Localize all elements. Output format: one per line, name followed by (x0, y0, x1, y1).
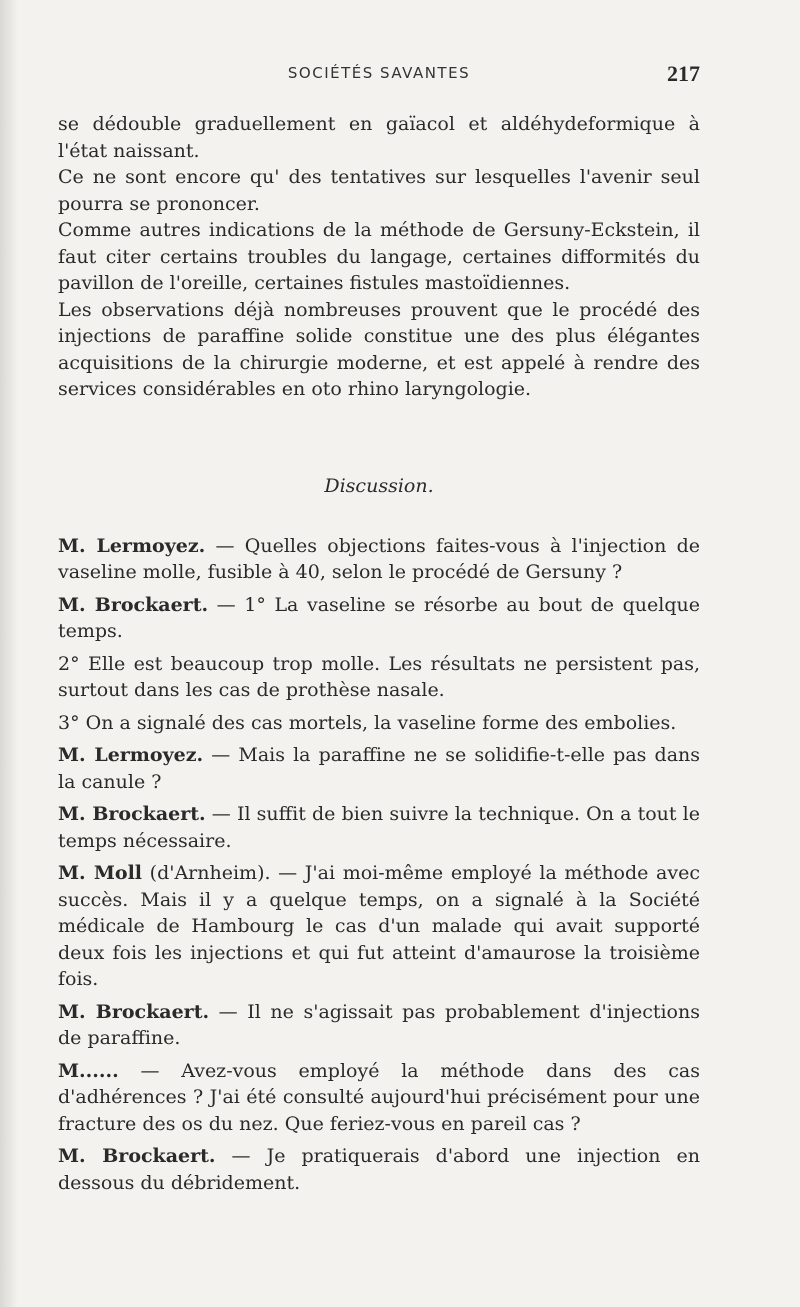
entry-text: (d'Arnheim). — J'ai moi-même employé la méthode avec succès. Mais il y a quelque temps, on a signalé à la Société médicale de Hambourg le cas d'un malade qui avait supporté deux fois les injections et qui fut atteint d'amaurose la troisième fois. (58, 862, 700, 990)
speaker-name: M. Lermoyez. (58, 744, 204, 766)
discussion-heading: Discussion. (324, 474, 434, 497)
entry-text: — Mais la paraffine ne se solidifie-t-elle pas dans la canule ? (58, 744, 701, 793)
discussion-entry (58, 742, 700, 795)
paragraph: Ce ne sont encore qu' des tentatives sur lesquelles l'avenir seul pourra se prononcer. (58, 166, 700, 215)
entry-text: — Il suffit de bien suivre la technique. On a tout le temps nécessaire. (58, 803, 700, 852)
discussion-entry (58, 592, 700, 645)
speaker-name: M. Brockaert. (58, 593, 209, 616)
entry-text: — Il ne s'agissait pas probablement d'injections de paraffine. (58, 1000, 700, 1049)
speaker-name: M. Brockaert. (58, 1145, 216, 1167)
discussion-entry (58, 533, 700, 586)
speaker-name: M. Lermoyez. (58, 534, 206, 557)
entry-text: — Je pratiquerais d'abord une injection en dessous du débridement. (58, 1145, 700, 1194)
book-page (58, 55, 700, 1202)
running-title: SOCIÉTÉS SAVANTES (287, 64, 471, 82)
page-number: 217 (667, 61, 700, 86)
speaker-name: M. Moll (58, 862, 143, 884)
speaker-name: M...... (58, 1059, 119, 1082)
paragraph: se dédouble graduellement en gaïacol et aldéhydeformique à l'état naissant. (58, 113, 700, 162)
discussion-section (58, 533, 700, 1197)
entry-text: 2° Elle est beaucoup trop molle. Les résultats ne persistent pas, surtout dans les cas de prothèse nasale. (58, 652, 700, 701)
discussion-entry (58, 801, 700, 854)
discussion-entry (58, 1143, 700, 1196)
body-text (58, 111, 700, 403)
discussion-entry (58, 999, 700, 1052)
entry-text: — Avez-vous employé la méthode dans des cas d'adhérences ? J'ai été consulté aujourd'hui précisément pour une fracture des os du nez. Que feriez-vous en pareil cas ? (58, 1059, 700, 1135)
speaker-name: M. Brockaert. (58, 1000, 210, 1023)
paragraph: Comme autres indications de la méthode de Gersuny-Eckstein, il faut citer certains troubles du langage, certaines difformités du pavillon de l'oreille, certaines fistules mastoïdiennes. (58, 219, 700, 294)
discussion-entry (58, 710, 700, 737)
page-header (58, 55, 700, 91)
speaker-name: M. Brockaert. (58, 803, 206, 825)
discussion-entry (58, 1058, 700, 1138)
paragraph: Les observations déjà nombreuses prouvent que le procédé des injections de paraffine solide constitue une des plus élégantes acquisitions de la chirurgie moderne, et est appelé à rendre des services considérables en oto rhino laryngologie. (58, 298, 700, 400)
entry-text: — 1° La vaseline se résorbe au bout de quelque temps. (58, 593, 700, 642)
page-edge-shadow (0, 0, 18, 1307)
discussion-entry (58, 651, 700, 704)
entry-text: 3° On a signalé des cas mortels, la vaseline forme des embolies. (58, 711, 677, 734)
discussion-entry (58, 860, 700, 993)
entry-text: — Quelles objections faites-vous à l'injection de vaseline molle, fusible à 40, selon le procédé de Gersuny ? (58, 534, 700, 583)
